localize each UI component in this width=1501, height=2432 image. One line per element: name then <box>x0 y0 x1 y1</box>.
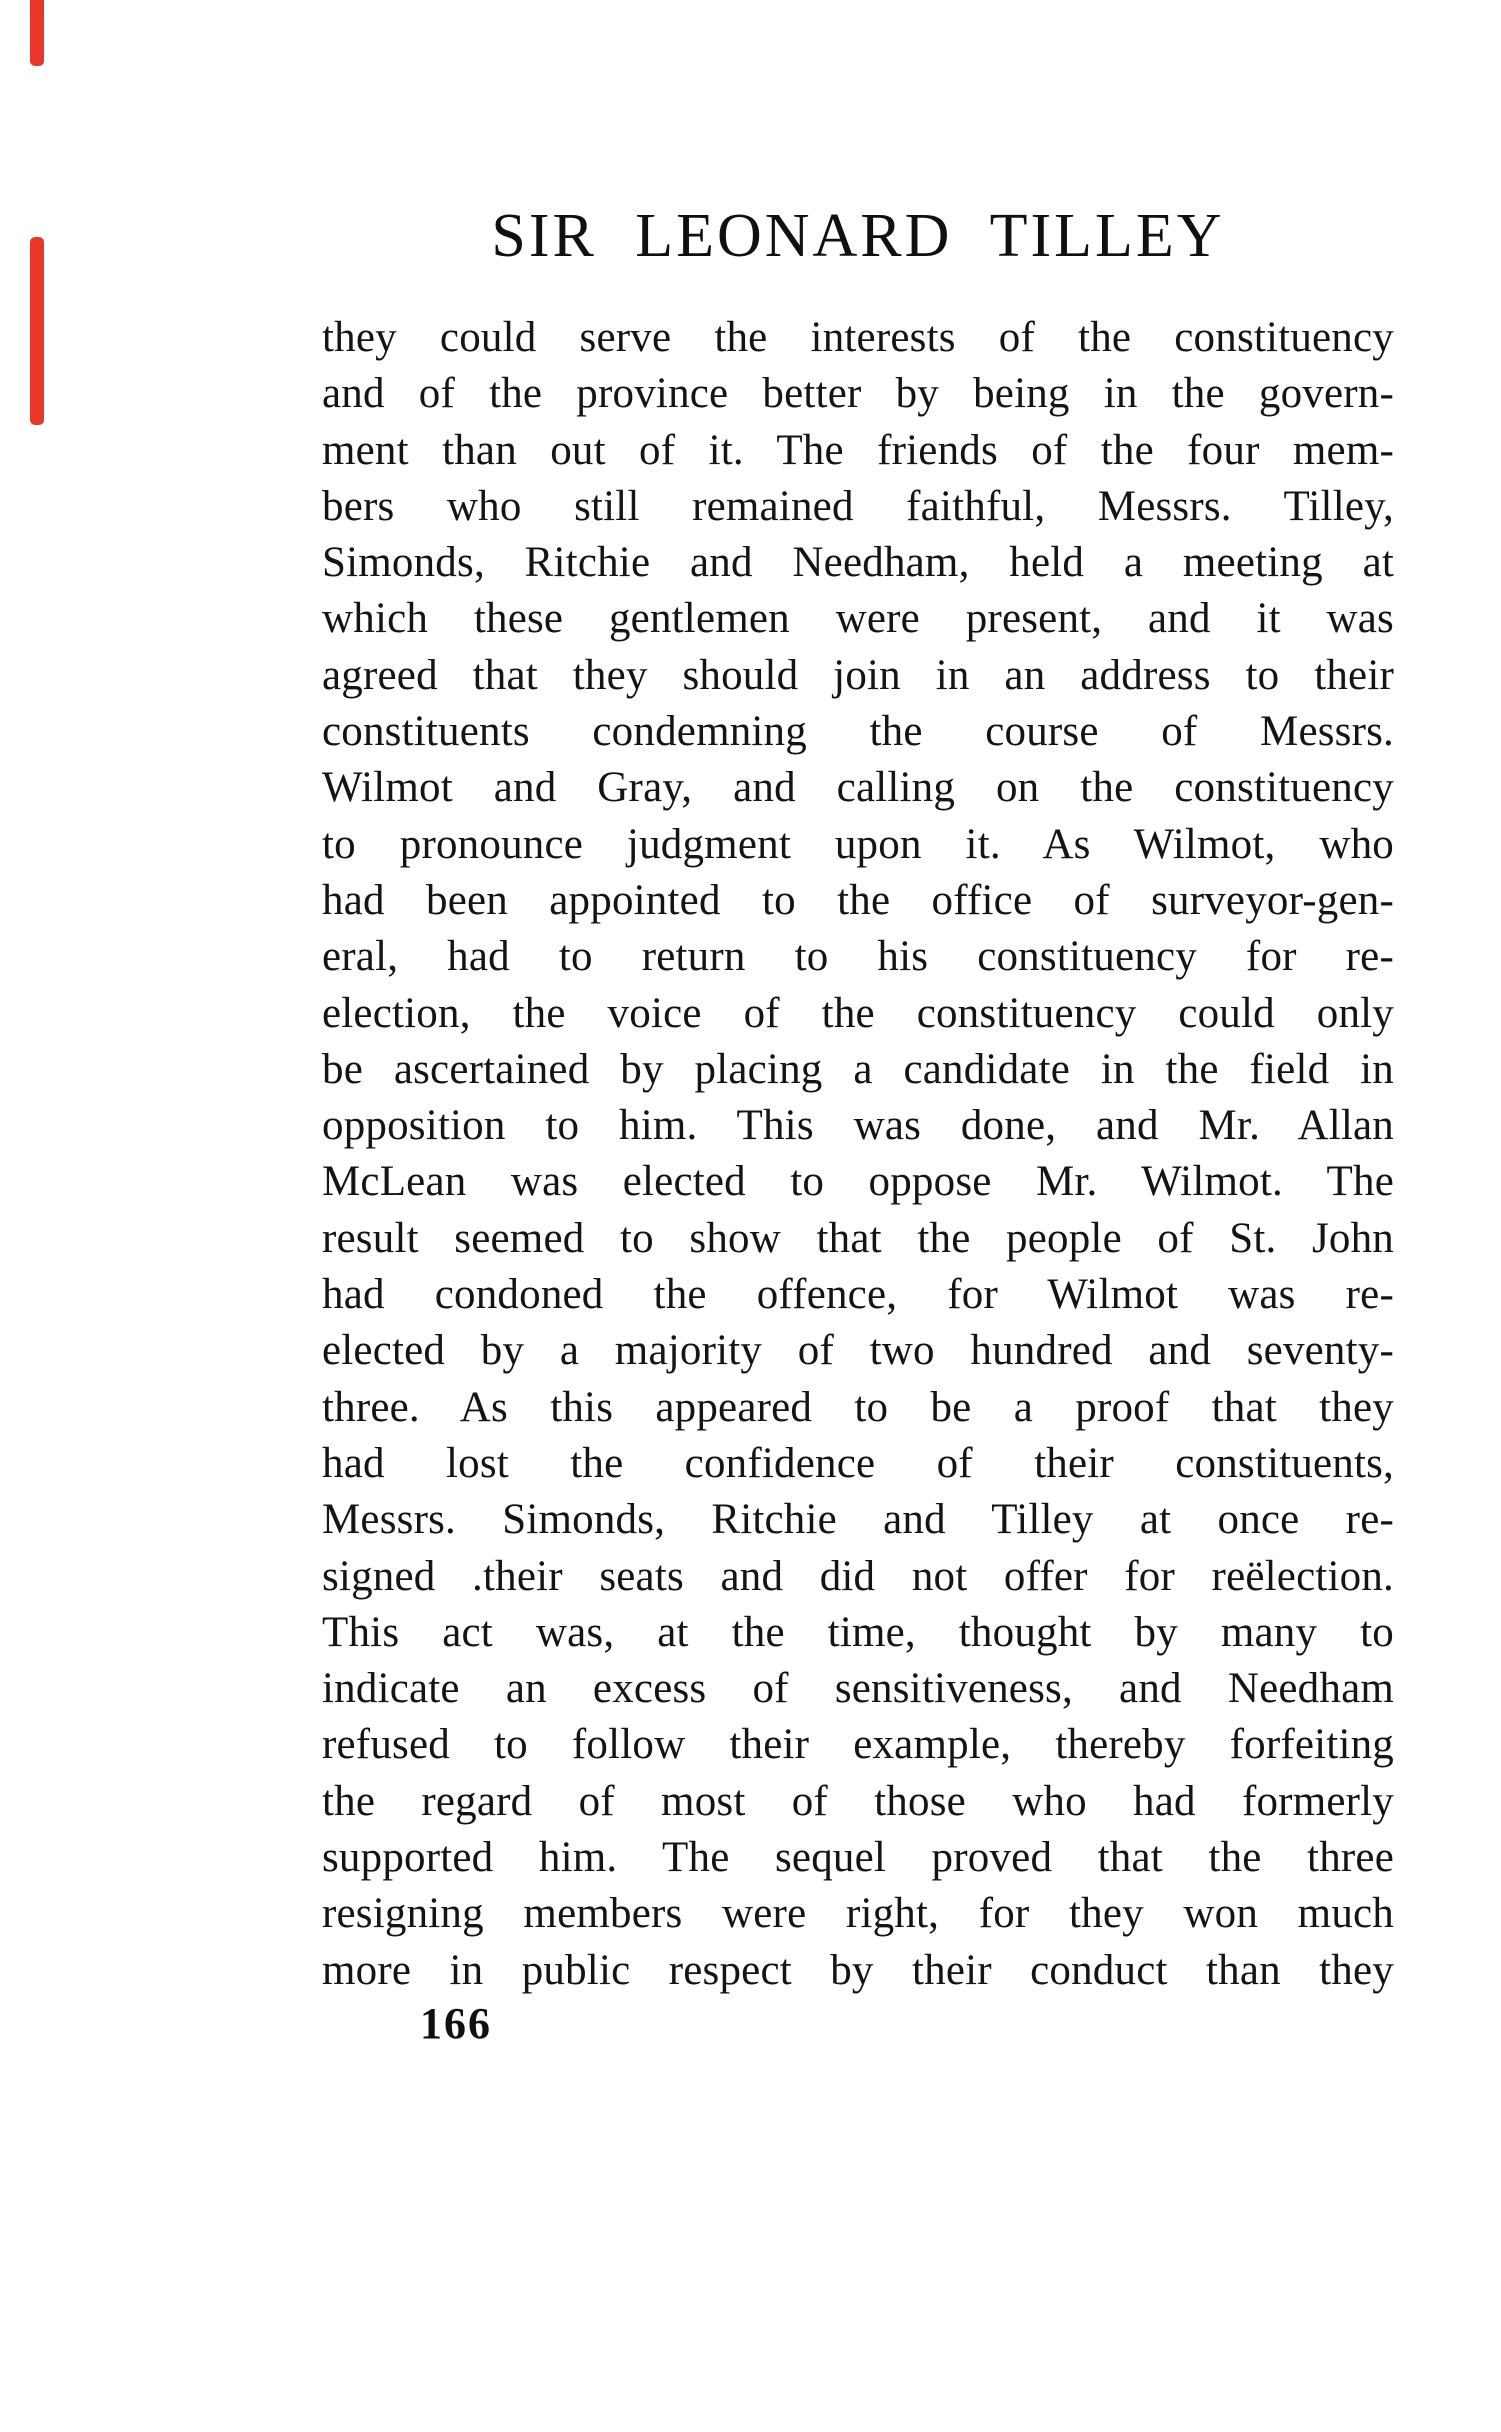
red-edge-mark-lower <box>30 237 44 425</box>
text-line: eral, had to return to his constituency for re- <box>322 933 1394 981</box>
text-line: This act was, at the time, thought by many to <box>322 1608 1394 1656</box>
red-edge-mark-top <box>30 0 44 66</box>
text-line: three. As this appeared to be a proof that they <box>322 1383 1394 1431</box>
text-line: ment than out of it. The friends of the four mem- <box>322 426 1394 474</box>
text-line: signed .their seats and did not offer for reëlection. <box>322 1552 1394 1600</box>
text-line: bers who still remained faithful, Messrs. Tilley, <box>322 482 1394 530</box>
body-text <box>322 310 1394 1999</box>
text-line: Wilmot and Gray, and calling on the constituency <box>322 764 1394 812</box>
text-line: election, the voice of the constituency could only <box>322 989 1394 1037</box>
text-line: had condoned the offence, for Wilmot was re- <box>322 1271 1394 1319</box>
text-line: and of the province better by being in the govern- <box>322 370 1394 418</box>
text-line: refused to follow their example, thereby forfeiting <box>322 1721 1394 1769</box>
text-line: had been appointed to the office of surveyor-gen- <box>322 876 1394 924</box>
text-line: had lost the confidence of their constituents, <box>322 1439 1394 1487</box>
text-line: Messrs. Simonds, Ritchie and Tilley at once re- <box>322 1496 1394 1544</box>
text-line: more in public respect by their conduct than they <box>322 1946 1394 1994</box>
page-title: SIR LEONARD TILLEY <box>491 202 1225 270</box>
text-line: which these gentlemen were present, and it was <box>322 595 1394 643</box>
text-line: supported him. The sequel proved that the three <box>322 1834 1394 1882</box>
text-line: indicate an excess of sensitiveness, and Needham <box>322 1665 1394 1713</box>
text-line: McLean was elected to oppose Mr. Wilmot. The <box>322 1158 1394 1206</box>
text-line: Simonds, Ritchie and Needham, held a meeting at <box>322 539 1394 587</box>
text-line: elected by a majority of two hundred and seventy- <box>322 1327 1394 1375</box>
text-line: result seemed to show that the people of St. John <box>322 1214 1394 1262</box>
text-line: agreed that they should join in an address to their <box>322 651 1394 699</box>
text-line: to pronounce judgment upon it. As Wilmot, who <box>322 820 1394 868</box>
text-line: constituents condemning the course of Messrs. <box>322 708 1394 756</box>
text-line: resigning members were right, for they won much <box>322 1890 1394 1938</box>
text-line: be ascertained by placing a candidate in the field in <box>322 1045 1394 1093</box>
text-line: they could serve the interests of the constituency <box>322 314 1394 361</box>
page-number: 166 <box>420 1999 492 2048</box>
text-line: the regard of most of those who had formerly <box>322 1777 1394 1825</box>
text-line: opposition to him. This was done, and Mr. Allan <box>322 1102 1394 1150</box>
